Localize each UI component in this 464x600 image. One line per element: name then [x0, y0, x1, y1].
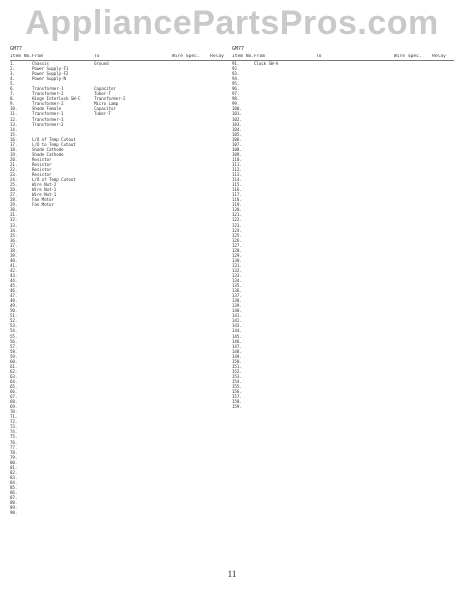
- row-item: 143.: [232, 323, 242, 329]
- table-row: [10, 510, 232, 515]
- row-item: 106.: [232, 136, 242, 142]
- row-from: Transformer-2: [32, 91, 64, 97]
- row-to: Capacitor: [94, 106, 116, 112]
- table-header: [10, 54, 232, 61]
- row-from: Power Supply-F2: [32, 71, 69, 77]
- row-item: 132.: [232, 267, 242, 273]
- row-item: 71.: [10, 414, 18, 420]
- row-item: 150.: [232, 358, 242, 364]
- row-item: 157.: [232, 394, 242, 400]
- row-item: 19.: [10, 151, 18, 157]
- row-item: 111.: [232, 161, 242, 167]
- header-wire-spec: Wire Spec.: [172, 54, 200, 59]
- row-item: 63.: [10, 373, 18, 379]
- row-item: 113.: [232, 172, 242, 178]
- row-item: 152.: [232, 368, 242, 374]
- row-item: 2.: [10, 66, 15, 72]
- row-from: Fan Motor: [32, 197, 54, 203]
- row-item: 105.: [232, 131, 242, 137]
- header-item: Item No.: [232, 54, 254, 59]
- row-item: 49.: [10, 303, 18, 309]
- row-item: 84.: [10, 479, 18, 485]
- row-item: 92.: [232, 66, 240, 72]
- row-item: 97.: [232, 91, 240, 97]
- row-item: 116.: [232, 187, 242, 193]
- row-item: 109.: [232, 151, 242, 157]
- row-from: Shade Female: [32, 106, 62, 112]
- row-item: 83.: [10, 474, 18, 480]
- row-item: 42.: [10, 267, 18, 273]
- row-item: 159.: [232, 404, 242, 410]
- row-item: 147.: [232, 343, 242, 349]
- row-item: 26.: [10, 187, 18, 193]
- row-item: 133.: [232, 272, 242, 278]
- header-wire-spec: Wire Spec.: [394, 54, 422, 59]
- row-relay: [206, 510, 228, 515]
- row-item: 79.: [10, 454, 18, 460]
- row-item: 55.: [10, 333, 18, 339]
- row-item: 131.: [232, 262, 242, 268]
- row-item: 74.: [10, 429, 18, 435]
- header-relay: Relay: [210, 54, 224, 59]
- row-item: 90.: [10, 510, 18, 516]
- row-item: 14.: [10, 126, 18, 132]
- row-from: Transformer-1: [32, 86, 64, 92]
- row-item: 107.: [232, 141, 242, 147]
- row-item: 126.: [232, 237, 242, 243]
- watermark-logo: AppliancePartsPros.com: [25, 4, 439, 42]
- row-item: 156.: [232, 389, 242, 395]
- right-wiring-table: [232, 46, 454, 409]
- row-item: 41.: [10, 262, 18, 268]
- row-item: 68.: [10, 399, 18, 405]
- row-item: 52.: [10, 318, 18, 324]
- row-item: 95.: [232, 81, 240, 87]
- row-item: 18.: [10, 146, 18, 152]
- row-item: 51.: [10, 313, 18, 319]
- row-item: 98.: [232, 96, 240, 102]
- row-from: Transformer-2: [32, 101, 64, 107]
- table-body: [10, 61, 232, 515]
- row-item: 24.: [10, 177, 18, 183]
- row-from: Transformer-1: [32, 116, 64, 122]
- row-item: 30.: [10, 207, 18, 213]
- row-item: 16.: [10, 136, 18, 142]
- row-item: 122.: [232, 217, 242, 223]
- row-item: 50.: [10, 308, 18, 314]
- row-item: 27.: [10, 192, 18, 198]
- row-item: 47.: [10, 293, 18, 299]
- row-from: Power Supply-F1: [32, 66, 69, 72]
- row-item: 31.: [10, 212, 18, 218]
- row-item: 128.: [232, 247, 242, 253]
- row-to: [94, 510, 172, 515]
- row-item: 81.: [10, 464, 18, 470]
- row-item: 129.: [232, 252, 242, 258]
- row-item: 115.: [232, 182, 242, 188]
- row-item: 88.: [10, 500, 18, 506]
- row-from: L/O to Temp Cutout: [32, 141, 76, 147]
- row-item: 125.: [232, 232, 242, 238]
- row-item: 87.: [10, 495, 18, 501]
- row-item: 151.: [232, 363, 242, 369]
- sheet-id: GM77: [10, 46, 23, 52]
- row-item: 144.: [232, 328, 242, 334]
- row-from: Shade Cathode: [32, 151, 64, 157]
- row-item: 149.: [232, 353, 242, 359]
- row-item: 56.: [10, 338, 18, 344]
- row-item: 44.: [10, 278, 18, 284]
- row-from: Wire Nut-1: [32, 192, 57, 198]
- row-item: 80.: [10, 459, 18, 465]
- row-to: Micro Lamp: [94, 101, 119, 107]
- row-item: 32.: [10, 217, 18, 223]
- row-item: 73.: [10, 424, 18, 430]
- row-item: 38.: [10, 247, 18, 253]
- row-item: 101.: [232, 111, 242, 117]
- row-item: 23.: [10, 172, 18, 178]
- row-item: 69.: [10, 404, 18, 410]
- row-item: 77.: [10, 444, 18, 450]
- row-from: Chassis: [32, 61, 49, 66]
- row-wire-spec: [394, 404, 428, 409]
- header-from: From: [254, 54, 266, 59]
- row-item: 67.: [10, 394, 18, 400]
- table-row: [232, 404, 454, 409]
- row-from: Clock SW-A: [254, 61, 279, 66]
- row-item: 85.: [10, 484, 18, 490]
- row-from: [254, 404, 316, 409]
- row-item: 130.: [232, 257, 242, 263]
- row-item: 110.: [232, 156, 242, 162]
- row-item: 34.: [10, 227, 18, 233]
- row-item: 3.: [10, 71, 15, 77]
- row-item: 46.: [10, 288, 18, 294]
- row-item: 93.: [232, 71, 240, 77]
- header-relay: Relay: [432, 54, 446, 59]
- row-item: 158.: [232, 399, 242, 405]
- row-from: Transformer-1: [32, 111, 64, 117]
- row-relay: [428, 404, 450, 409]
- row-item: 40.: [10, 257, 18, 263]
- row-item: 121.: [232, 212, 242, 218]
- row-item: 117.: [232, 192, 242, 198]
- row-item: 139.: [232, 303, 242, 309]
- row-item: 43.: [10, 272, 18, 278]
- row-item: 134.: [232, 278, 242, 284]
- row-item: 35.: [10, 232, 18, 238]
- row-item: 86.: [10, 489, 18, 495]
- row-item: 25.: [10, 182, 18, 188]
- row-from: Shade Cathode: [32, 146, 64, 152]
- row-item: 96.: [232, 86, 240, 92]
- row-item: 12.: [10, 116, 18, 122]
- row-item: 89.: [10, 505, 18, 511]
- row-item: 103.: [232, 121, 242, 127]
- row-from: Hinge Interlock SW-C: [32, 96, 81, 102]
- row-item: 28.: [10, 197, 18, 203]
- row-to: Tuber-T: [94, 111, 111, 117]
- header-from: From: [32, 54, 44, 59]
- row-item: 22.: [10, 166, 18, 172]
- row-item: 4.: [10, 76, 15, 82]
- row-item: 48.: [10, 298, 18, 304]
- row-item: 108.: [232, 146, 242, 152]
- row-item: 58.: [10, 348, 18, 354]
- row-item: 142.: [232, 318, 242, 324]
- row-item: 11.: [10, 111, 18, 117]
- row-item: 5.: [10, 81, 15, 87]
- row-from: Transformer-2: [32, 121, 64, 127]
- row-item: 8.: [10, 96, 15, 102]
- row-item: 138.: [232, 298, 242, 304]
- row-from: Resistor: [32, 161, 52, 167]
- header-item: Item No.: [10, 54, 32, 59]
- page-number: 11: [227, 569, 237, 579]
- row-item: 37.: [10, 242, 18, 248]
- row-from: [32, 510, 94, 515]
- row-item: 17.: [10, 141, 18, 147]
- row-item: 39.: [10, 252, 18, 258]
- row-item: 76.: [10, 439, 18, 445]
- row-item: 15.: [10, 131, 18, 137]
- row-item: 6.: [10, 86, 15, 92]
- row-item: 62.: [10, 368, 18, 374]
- row-item: 145.: [232, 333, 242, 339]
- row-to: Tuber-T: [94, 91, 111, 97]
- row-to: [316, 404, 394, 409]
- row-to: Ground: [94, 61, 109, 66]
- row-item: 104.: [232, 126, 242, 132]
- row-item: 119.: [232, 202, 242, 208]
- row-item: 13.: [10, 121, 18, 127]
- row-item: 91.: [232, 61, 240, 66]
- row-item: 135.: [232, 283, 242, 289]
- row-item: 154.: [232, 378, 242, 384]
- row-item: 123.: [232, 222, 242, 228]
- row-item: 102.: [232, 116, 242, 122]
- row-item: 54.: [10, 328, 18, 334]
- row-item: 70.: [10, 409, 18, 415]
- header-to: To: [94, 54, 100, 59]
- row-item: 1.: [10, 61, 15, 66]
- table-header: [232, 54, 454, 61]
- row-to: Capacitor: [94, 86, 116, 92]
- row-from: Power Supply-N: [32, 76, 66, 82]
- row-item: 7.: [10, 91, 15, 97]
- row-item: 57.: [10, 343, 18, 349]
- header-to: To: [316, 54, 322, 59]
- row-item: 155.: [232, 384, 242, 389]
- row-from: Resistor: [32, 166, 52, 172]
- row-from: Wire Nut-2: [32, 182, 57, 188]
- row-from: Fan Motor: [32, 202, 54, 208]
- row-item: 118.: [232, 197, 242, 203]
- row-item: 141.: [232, 313, 242, 319]
- row-item: 100.: [232, 106, 242, 112]
- row-item: 9.: [10, 101, 15, 107]
- row-item: 82.: [10, 469, 18, 475]
- row-item: 136.: [232, 288, 242, 294]
- left-wiring-table: [10, 46, 232, 515]
- row-item: 61.: [10, 363, 18, 369]
- row-item: 29.: [10, 202, 18, 208]
- row-item: 75.: [10, 434, 18, 440]
- row-to: Transformer-2: [94, 96, 126, 102]
- row-from: Resistor: [32, 172, 52, 178]
- row-item: 124.: [232, 227, 242, 233]
- row-item: 127.: [232, 242, 242, 248]
- row-item: 20.: [10, 156, 18, 162]
- row-item: 36.: [10, 237, 18, 243]
- row-item: 72.: [10, 419, 18, 425]
- table-body: [232, 61, 454, 409]
- row-item: 45.: [10, 283, 18, 289]
- sheet-id: GM77: [232, 46, 245, 52]
- row-item: 78.: [10, 449, 18, 455]
- row-item: 146.: [232, 338, 242, 344]
- row-item: 21.: [10, 161, 18, 167]
- row-item: 112.: [232, 166, 242, 172]
- row-from: L/O of Temp Cutout: [32, 177, 76, 183]
- row-from: Resistor: [32, 156, 52, 162]
- row-item: 66.: [10, 389, 18, 395]
- row-item: 59.: [10, 353, 18, 359]
- row-item: 120.: [232, 207, 242, 213]
- row-item: 53.: [10, 323, 18, 329]
- row-item: 10.: [10, 106, 18, 112]
- row-item: 60.: [10, 358, 18, 364]
- row-item: 114.: [232, 177, 242, 183]
- row-item: 94.: [232, 76, 240, 82]
- row-from: L/O of Temp Cutout: [32, 136, 76, 142]
- row-item: 137.: [232, 293, 242, 299]
- row-from: Wire Nut-1: [32, 187, 57, 193]
- row-item: 65.: [10, 384, 18, 389]
- row-item: 148.: [232, 348, 242, 354]
- row-item: 33.: [10, 222, 18, 228]
- row-item: 64.: [10, 378, 18, 384]
- row-item: 140.: [232, 308, 242, 314]
- row-wire-spec: [172, 510, 206, 515]
- row-item: 153.: [232, 373, 242, 379]
- row-item: 99.: [232, 101, 240, 107]
